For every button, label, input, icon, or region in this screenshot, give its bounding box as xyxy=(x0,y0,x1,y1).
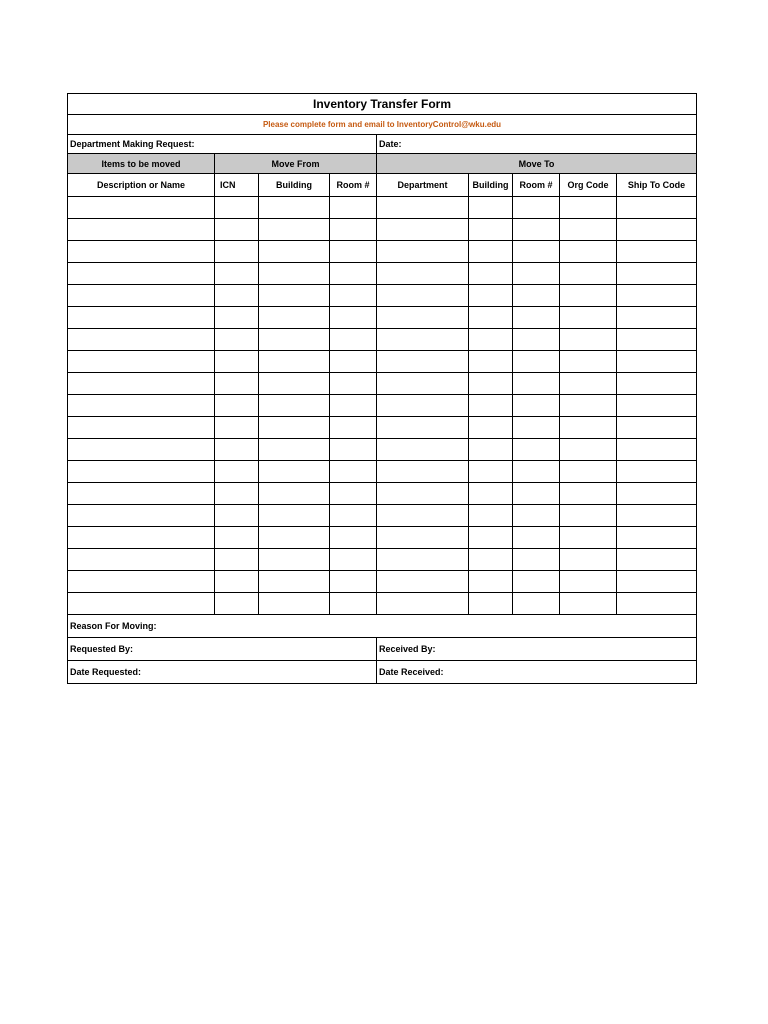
ship-to-code-cell[interactable] xyxy=(617,571,697,593)
to-room-cell[interactable] xyxy=(513,417,560,439)
from-building-cell[interactable] xyxy=(259,571,330,593)
from-building-cell[interactable] xyxy=(259,483,330,505)
description-cell[interactable] xyxy=(68,505,215,527)
from-building-cell[interactable] xyxy=(259,285,330,307)
icn-cell[interactable] xyxy=(215,483,259,505)
org-code-cell[interactable] xyxy=(560,241,617,263)
org-code-cell[interactable] xyxy=(560,483,617,505)
table-row xyxy=(68,549,697,571)
from-room-cell[interactable] xyxy=(330,307,377,329)
to-building-cell[interactable] xyxy=(469,329,513,351)
ship-to-code-cell[interactable] xyxy=(617,307,697,329)
from-room-cell[interactable] xyxy=(330,395,377,417)
ship-to-code-cell[interactable] xyxy=(617,329,697,351)
icn-cell[interactable] xyxy=(215,329,259,351)
description-cell[interactable] xyxy=(68,439,215,461)
from-room-cell[interactable] xyxy=(330,505,377,527)
description-cell[interactable] xyxy=(68,571,215,593)
to-building-cell[interactable] xyxy=(469,527,513,549)
org-code-cell[interactable] xyxy=(560,197,617,219)
description-cell[interactable] xyxy=(68,373,215,395)
column-header-org-code: Org Code xyxy=(560,174,617,197)
description-cell[interactable] xyxy=(68,307,215,329)
to-building-cell[interactable] xyxy=(469,461,513,483)
to-room-cell[interactable] xyxy=(513,505,560,527)
to-building-cell[interactable] xyxy=(469,593,513,615)
description-cell[interactable] xyxy=(68,461,215,483)
table-row xyxy=(68,483,697,505)
column-header-from-building: Building xyxy=(259,174,330,197)
from-room-cell[interactable] xyxy=(330,241,377,263)
from-building-cell[interactable] xyxy=(259,461,330,483)
to-building-cell[interactable] xyxy=(469,263,513,285)
to-room-cell[interactable] xyxy=(513,549,560,571)
table-row xyxy=(68,593,697,615)
to-building-cell[interactable] xyxy=(469,571,513,593)
table-row xyxy=(68,197,697,219)
to-room-cell[interactable] xyxy=(513,197,560,219)
icn-cell[interactable] xyxy=(215,219,259,241)
from-room-cell[interactable] xyxy=(330,549,377,571)
from-room-cell[interactable] xyxy=(330,373,377,395)
department-cell[interactable] xyxy=(377,373,469,395)
from-room-cell[interactable] xyxy=(330,461,377,483)
department-cell[interactable] xyxy=(377,263,469,285)
description-cell[interactable] xyxy=(68,329,215,351)
to-building-cell[interactable] xyxy=(469,483,513,505)
table-row xyxy=(68,505,697,527)
from-room-cell[interactable] xyxy=(330,593,377,615)
reason-for-moving-field[interactable]: Reason For Moving: xyxy=(68,615,697,638)
column-header-ship-to-code: Ship To Code xyxy=(617,174,697,197)
column-header-icn: ICN xyxy=(215,174,259,197)
from-room-cell[interactable] xyxy=(330,417,377,439)
org-code-cell[interactable] xyxy=(560,285,617,307)
from-room-cell[interactable] xyxy=(330,483,377,505)
description-cell[interactable] xyxy=(68,285,215,307)
group-items-to-be-moved: Items to be moved xyxy=(68,154,215,174)
column-header-to-building: Building xyxy=(469,174,513,197)
to-building-cell[interactable] xyxy=(469,439,513,461)
to-room-cell[interactable] xyxy=(513,219,560,241)
icn-cell[interactable] xyxy=(215,417,259,439)
table-row xyxy=(68,395,697,417)
to-room-cell[interactable] xyxy=(513,351,560,373)
to-room-cell[interactable] xyxy=(513,439,560,461)
from-building-cell[interactable] xyxy=(259,439,330,461)
from-room-cell[interactable] xyxy=(330,439,377,461)
description-cell[interactable] xyxy=(68,549,215,571)
table-row xyxy=(68,307,697,329)
department-cell[interactable] xyxy=(377,461,469,483)
date-field[interactable]: Date: xyxy=(377,135,697,154)
description-cell[interactable] xyxy=(68,351,215,373)
from-building-cell[interactable] xyxy=(259,549,330,571)
icn-cell[interactable] xyxy=(215,395,259,417)
to-room-cell[interactable] xyxy=(513,241,560,263)
from-building-cell[interactable] xyxy=(259,373,330,395)
table-row xyxy=(68,219,697,241)
table-row xyxy=(68,461,697,483)
to-building-cell[interactable] xyxy=(469,395,513,417)
ship-to-code-cell[interactable] xyxy=(617,197,697,219)
from-room-cell[interactable] xyxy=(330,351,377,373)
to-room-cell[interactable] xyxy=(513,461,560,483)
icn-cell[interactable] xyxy=(215,373,259,395)
from-building-cell[interactable] xyxy=(259,417,330,439)
group-move-from: Move From xyxy=(215,154,377,174)
department-cell[interactable] xyxy=(377,439,469,461)
from-building-cell[interactable] xyxy=(259,505,330,527)
to-room-cell[interactable] xyxy=(513,593,560,615)
department-cell[interactable] xyxy=(377,285,469,307)
from-room-cell[interactable] xyxy=(330,571,377,593)
from-building-cell[interactable] xyxy=(259,395,330,417)
from-building-cell[interactable] xyxy=(259,197,330,219)
to-room-cell[interactable] xyxy=(513,373,560,395)
from-building-cell[interactable] xyxy=(259,527,330,549)
from-building-cell[interactable] xyxy=(259,307,330,329)
from-room-cell[interactable] xyxy=(330,527,377,549)
icn-cell[interactable] xyxy=(215,505,259,527)
received-by-field[interactable]: Received By: xyxy=(377,638,697,661)
from-room-cell[interactable] xyxy=(330,329,377,351)
department-cell[interactable] xyxy=(377,307,469,329)
column-header-to-room: Room # xyxy=(513,174,560,197)
ship-to-code-cell[interactable] xyxy=(617,373,697,395)
department-cell[interactable] xyxy=(377,395,469,417)
department-cell[interactable] xyxy=(377,593,469,615)
table-row xyxy=(68,329,697,351)
inventory-transfer-form xyxy=(67,93,696,684)
org-code-cell[interactable] xyxy=(560,439,617,461)
requested-by-field[interactable]: Requested By: xyxy=(68,638,377,661)
org-code-cell[interactable] xyxy=(560,549,617,571)
org-code-cell[interactable] xyxy=(560,461,617,483)
icn-cell[interactable] xyxy=(215,351,259,373)
table-row xyxy=(68,373,697,395)
ship-to-code-cell[interactable] xyxy=(617,285,697,307)
org-code-cell[interactable] xyxy=(560,417,617,439)
from-building-cell[interactable] xyxy=(259,593,330,615)
column-header-department: Department xyxy=(377,174,469,197)
department-cell[interactable] xyxy=(377,197,469,219)
group-move-to: Move To xyxy=(377,154,697,174)
ship-to-code-cell[interactable] xyxy=(617,593,697,615)
department-cell[interactable] xyxy=(377,549,469,571)
ship-to-code-cell[interactable] xyxy=(617,549,697,571)
description-cell[interactable] xyxy=(68,219,215,241)
from-building-cell[interactable] xyxy=(259,351,330,373)
to-room-cell[interactable] xyxy=(513,483,560,505)
department-cell[interactable] xyxy=(377,505,469,527)
icn-cell[interactable] xyxy=(215,461,259,483)
table-row xyxy=(68,527,697,549)
ship-to-code-cell[interactable] xyxy=(617,351,697,373)
org-code-cell[interactable] xyxy=(560,263,617,285)
ship-to-code-cell[interactable] xyxy=(617,461,697,483)
table-row xyxy=(68,351,697,373)
form-title: Inventory Transfer Form xyxy=(68,94,697,115)
org-code-cell[interactable] xyxy=(560,373,617,395)
form-table xyxy=(67,93,697,684)
to-building-cell[interactable] xyxy=(469,241,513,263)
department-making-request-field[interactable]: Department Making Request: xyxy=(68,135,377,154)
to-building-cell[interactable] xyxy=(469,197,513,219)
org-code-cell[interactable] xyxy=(560,351,617,373)
icn-cell[interactable] xyxy=(215,285,259,307)
icn-cell[interactable] xyxy=(215,527,259,549)
to-room-cell[interactable] xyxy=(513,527,560,549)
ship-to-code-cell[interactable] xyxy=(617,263,697,285)
icn-cell[interactable] xyxy=(215,571,259,593)
to-room-cell[interactable] xyxy=(513,307,560,329)
to-building-cell[interactable] xyxy=(469,351,513,373)
icn-cell[interactable] xyxy=(215,549,259,571)
to-room-cell[interactable] xyxy=(513,329,560,351)
ship-to-code-cell[interactable] xyxy=(617,483,697,505)
form-instruction: Please complete form and email to InventoryControl@wku.edu xyxy=(68,115,697,135)
column-header-from-room: Room # xyxy=(330,174,377,197)
description-cell[interactable] xyxy=(68,417,215,439)
description-cell[interactable] xyxy=(68,395,215,417)
to-building-cell[interactable] xyxy=(469,505,513,527)
ship-to-code-cell[interactable] xyxy=(617,395,697,417)
org-code-cell[interactable] xyxy=(560,593,617,615)
to-building-cell[interactable] xyxy=(469,285,513,307)
to-room-cell[interactable] xyxy=(513,571,560,593)
department-cell[interactable] xyxy=(377,241,469,263)
department-cell[interactable] xyxy=(377,329,469,351)
description-cell[interactable] xyxy=(68,241,215,263)
to-building-cell[interactable] xyxy=(469,373,513,395)
from-room-cell[interactable] xyxy=(330,263,377,285)
to-room-cell[interactable] xyxy=(513,263,560,285)
department-cell[interactable] xyxy=(377,219,469,241)
table-row xyxy=(68,263,697,285)
date-requested-field[interactable]: Date Requested: xyxy=(68,661,377,684)
table-row xyxy=(68,417,697,439)
icn-cell[interactable] xyxy=(215,307,259,329)
org-code-cell[interactable] xyxy=(560,527,617,549)
ship-to-code-cell[interactable] xyxy=(617,527,697,549)
department-cell[interactable] xyxy=(377,527,469,549)
from-building-cell[interactable] xyxy=(259,241,330,263)
org-code-cell[interactable] xyxy=(560,219,617,241)
department-cell[interactable] xyxy=(377,483,469,505)
icn-cell[interactable] xyxy=(215,197,259,219)
icn-cell[interactable] xyxy=(215,241,259,263)
department-cell[interactable] xyxy=(377,351,469,373)
to-building-cell[interactable] xyxy=(469,417,513,439)
org-code-cell[interactable] xyxy=(560,505,617,527)
table-row xyxy=(68,241,697,263)
to-room-cell[interactable] xyxy=(513,285,560,307)
ship-to-code-cell[interactable] xyxy=(617,439,697,461)
from-building-cell[interactable] xyxy=(259,219,330,241)
icn-cell[interactable] xyxy=(215,263,259,285)
ship-to-code-cell[interactable] xyxy=(617,417,697,439)
department-cell[interactable] xyxy=(377,417,469,439)
table-row xyxy=(68,571,697,593)
org-code-cell[interactable] xyxy=(560,329,617,351)
description-cell[interactable] xyxy=(68,593,215,615)
from-room-cell[interactable] xyxy=(330,285,377,307)
description-cell[interactable] xyxy=(68,527,215,549)
org-code-cell[interactable] xyxy=(560,395,617,417)
column-header-description: Description or Name xyxy=(68,174,215,197)
ship-to-code-cell[interactable] xyxy=(617,241,697,263)
icn-cell[interactable] xyxy=(215,593,259,615)
to-building-cell[interactable] xyxy=(469,549,513,571)
date-received-field[interactable]: Date Received: xyxy=(377,661,697,684)
table-row xyxy=(68,285,697,307)
from-building-cell[interactable] xyxy=(259,329,330,351)
org-code-cell[interactable] xyxy=(560,571,617,593)
from-room-cell[interactable] xyxy=(330,197,377,219)
department-cell[interactable] xyxy=(377,571,469,593)
org-code-cell[interactable] xyxy=(560,307,617,329)
description-cell[interactable] xyxy=(68,483,215,505)
to-building-cell[interactable] xyxy=(469,307,513,329)
description-cell[interactable] xyxy=(68,263,215,285)
from-building-cell[interactable] xyxy=(259,263,330,285)
description-cell[interactable] xyxy=(68,197,215,219)
ship-to-code-cell[interactable] xyxy=(617,505,697,527)
table-row xyxy=(68,439,697,461)
from-room-cell[interactable] xyxy=(330,219,377,241)
ship-to-code-cell[interactable] xyxy=(617,219,697,241)
to-building-cell[interactable] xyxy=(469,219,513,241)
to-room-cell[interactable] xyxy=(513,395,560,417)
icn-cell[interactable] xyxy=(215,439,259,461)
